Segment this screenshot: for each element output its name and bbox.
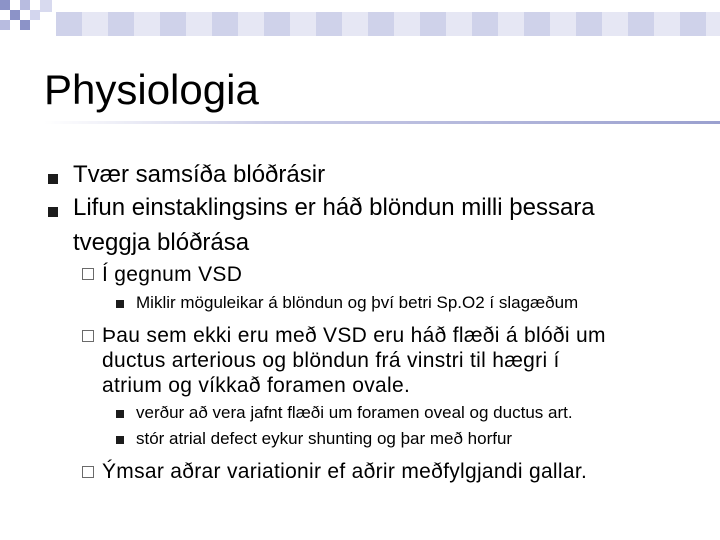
header-band-cell <box>420 12 446 36</box>
bullet-1-text: Tvær samsíða blóðrásir <box>73 161 326 188</box>
header-band-cell <box>238 12 264 36</box>
header-band-cell <box>160 12 186 36</box>
bullet-2-line-1: Lifun einstaklingsins er háð blöndun milli þessara <box>73 194 595 221</box>
small-square-bullet-icon <box>116 410 124 418</box>
header-band-cell <box>264 12 290 36</box>
header-band-cell <box>498 12 524 36</box>
hollow-square-bullet-icon <box>82 268 94 280</box>
header-band-cell <box>342 12 368 36</box>
small-square-bullet-icon <box>116 300 124 308</box>
small-square-bullet-icon <box>116 436 124 444</box>
header-band-cell <box>290 12 316 36</box>
sub-bullet-3-text: Ýmsar aðrar variationir ef aðrir meðfylgjandi gallar. <box>102 460 588 483</box>
header-band-cell <box>680 12 706 36</box>
hollow-square-bullet-icon <box>82 466 94 478</box>
header-band-cell <box>316 12 342 36</box>
hollow-square-bullet-icon <box>82 330 94 342</box>
sub-bullet-2-line-1: Þau sem ekki eru með VSD eru háð flæði á blóði um <box>102 324 606 347</box>
header-band-cell <box>550 12 576 36</box>
header-band-cell <box>134 12 160 36</box>
square-bullet-icon <box>48 207 58 217</box>
header-band-cell <box>472 12 498 36</box>
header-band-cell <box>602 12 628 36</box>
header-band-cell <box>706 12 720 36</box>
header-band-cell <box>628 12 654 36</box>
header-band-cell <box>394 12 420 36</box>
subsub-bullet-1-text: Miklir möguleikar á blöndun og því betri Sp.O2 í slagæðum <box>136 293 579 312</box>
header-band-cell <box>82 12 108 36</box>
sub-bullet-1-text: Í gegnum VSD <box>102 263 243 286</box>
header-band-cell <box>654 12 680 36</box>
title-underline <box>44 121 720 124</box>
subsub-bullet-2-text: verður að vera jafnt flæði um foramen oveal og ductus art. <box>136 403 573 422</box>
header-band-cell <box>524 12 550 36</box>
decorative-header-band <box>0 0 720 38</box>
subsub-bullet-3-text: stór atrial defect eykur shunting og þar með horfur <box>136 429 513 448</box>
header-band-cell <box>56 12 82 36</box>
sub-bullet-2-line-3: atrium og víkkað foramen ovale. <box>102 374 411 397</box>
slide-title: Physiologia <box>44 66 259 113</box>
square-bullet-icon <box>48 174 58 184</box>
header-band-cell <box>186 12 212 36</box>
header-band-cell <box>446 12 472 36</box>
header-band-cell <box>368 12 394 36</box>
header-band-cell <box>212 12 238 36</box>
header-band-cell <box>108 12 134 36</box>
sub-bullet-2-line-2: ductus arterious og blöndun frá vinstri til hægri í <box>102 349 560 372</box>
bullet-2-line-2: tveggja blóðrása <box>73 229 250 256</box>
header-band-cell <box>576 12 602 36</box>
